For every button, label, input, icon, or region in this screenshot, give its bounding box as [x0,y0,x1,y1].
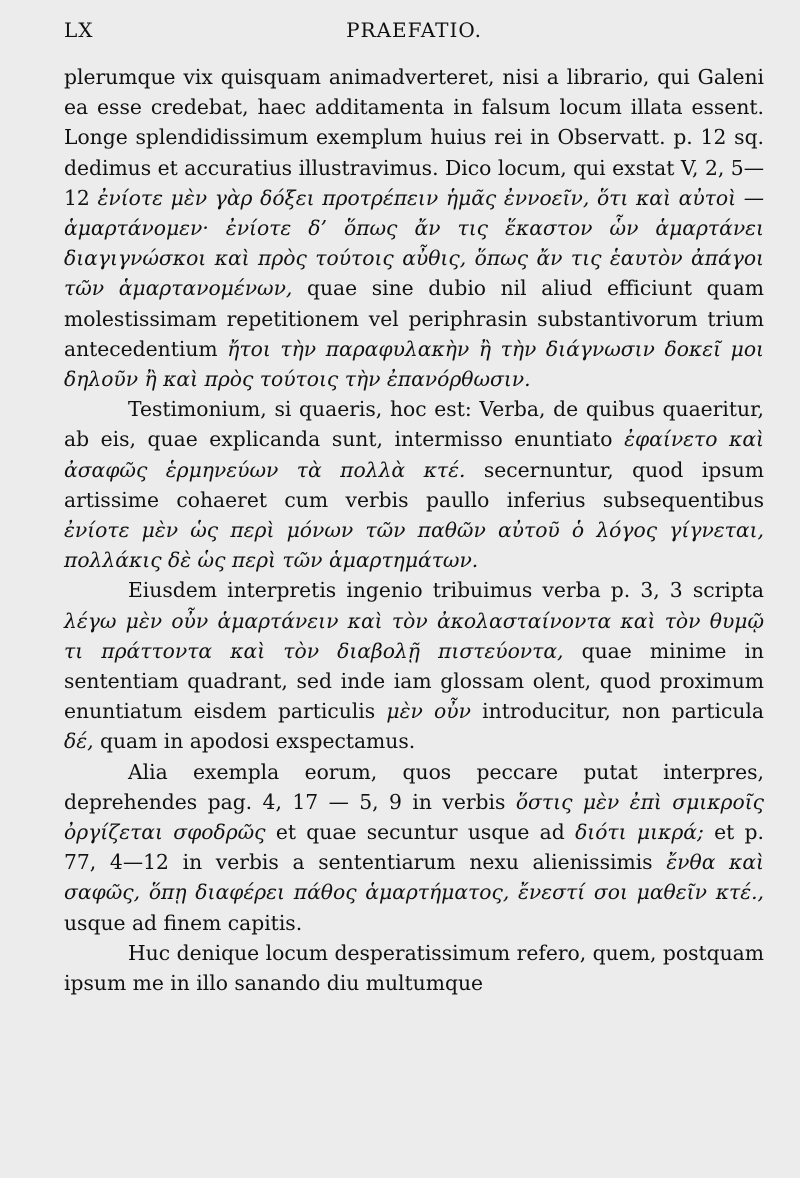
greek-quotation: μὲν οὖν [386,699,471,724]
latin-text: introducitur, non particula [470,699,764,724]
latin-text: et p. 77, 4—12 in verbis a sententiarum nexu alienissimis [64,820,764,875]
greek-quotation: ἔνθα καὶ σαφῶς, ὅπῃ διαφέρει πάθος ἁμαρτήματος, ἔνεστί σοι μαθεῖν κτέ., [64,850,764,905]
greek-quotation: ἐφαίνετο καὶ ἀσαφῶς ἑρμηνεύων τὰ πολλὰ κτέ. [64,427,764,482]
greek-quotation: ἤτοι τὴν παραφυλακὴν ἢ τὴν διάγνωσιν δοκεῖ μοι δηλοῦν ἢ καὶ πρὸς τούτοις τὴν ἐπανόρθωσιν. [64,336,765,392]
paragraph-p3 [64,575,764,756]
latin-text: Testimonium, si quaeris, hoc est: Verba, de quibus quaeritur, ab eis, quae explicanda sunt, intermisso enuntiato [64,397,764,452]
latin-text: quam in apodosi exspectamus. [93,729,416,754]
running-title: PRAEFATIO. [346,18,482,42]
greek-quotation: ἐνίοτε μὲν γὰρ δόξει προτρέπειν ἡμᾶς ἐννοεῖν, ὅτι καὶ αὐτοὶ — ἁμαρτάνομεν· ἐνίοτε δ’ ὅπως ἄν τις ἕκαστον ὧν ἁμαρτάνει διαγιγνώσκοι καὶ πρὸς τούτοις αὖθις, ὅπως ἄν τις ἑαυτὸν ἀπάγοι τῶν ἁμαρτανομένων, [64,185,764,301]
latin-text: quae minime in sententiam quadrant, sed inde iam glossam olent, quod proximum enuntiatum eisdem particulis [64,638,764,724]
latin-text: plerumque vix quisquam animadverteret, nisi a librario, qui Galeni ea esse credebat, haec additamenta in falsum locum illata essent. Longe splendidissimum exemplum huius rei in Observatt. p. 12 sq. dedimus et accuratius illustravimus. Dico locum, qui exstat V, 2, 5—12 [64,65,764,210]
body-text [64,62,764,998]
latin-text: secernuntur, quod ipsum artissime cohaeret cum verbis paullo inferius subsequentibus [64,457,764,512]
running-head [64,14,764,62]
paragraph-p1 [64,62,764,394]
paragraph-p2 [64,394,764,575]
page-number: LX [64,18,94,42]
greek-quotation: ὅστις μὲν ἐπὶ σμικροῖς ὀργίζεται σφοδρῶς [64,789,764,845]
latin-text: et quae secuntur usque ad [265,820,576,845]
greek-quotation: ἐνίοτε μὲν ὡς περὶ μόνων τῶν παθῶν αὐτοῦ ὁ λόγος γίγνεται, πολλάκις δὲ ὡς περὶ τῶν ἁμαρτημάτων. [64,518,764,573]
paragraph-p4 [64,757,764,938]
greek-quotation: λέγω μὲν οὖν ἁμαρτάνειν καὶ τὸν ἀκολασταίνοντα καὶ τὸν θυμῷ τι πράττοντα καὶ τὸν διαβολῇ πιστεύοντα, [64,608,764,663]
greek-quotation: διότι μικρά; [575,820,704,845]
latin-text: usque ad finem capitis. [64,910,303,935]
latin-text: quae sine dubio nil aliud efficiunt quam molestissimam repetitionem vel periphrasin substantivorum trium antecedentium [64,276,764,361]
paragraph-p5 [64,938,764,998]
latin-text: Alia exempla eorum, quos peccare putat interpres, deprehendes pag. 4, 17 — 5, 9 in verbis [64,759,764,814]
latin-text: Eiusdem interpretis ingenio tribuimus verba p. 3, 3 scripta [128,578,764,603]
greek-quotation: δέ, [64,729,94,754]
latin-text: Huc denique locum desperatissimum refero, quem, postquam ipsum me in illo sanando diu multumque [64,940,764,996]
